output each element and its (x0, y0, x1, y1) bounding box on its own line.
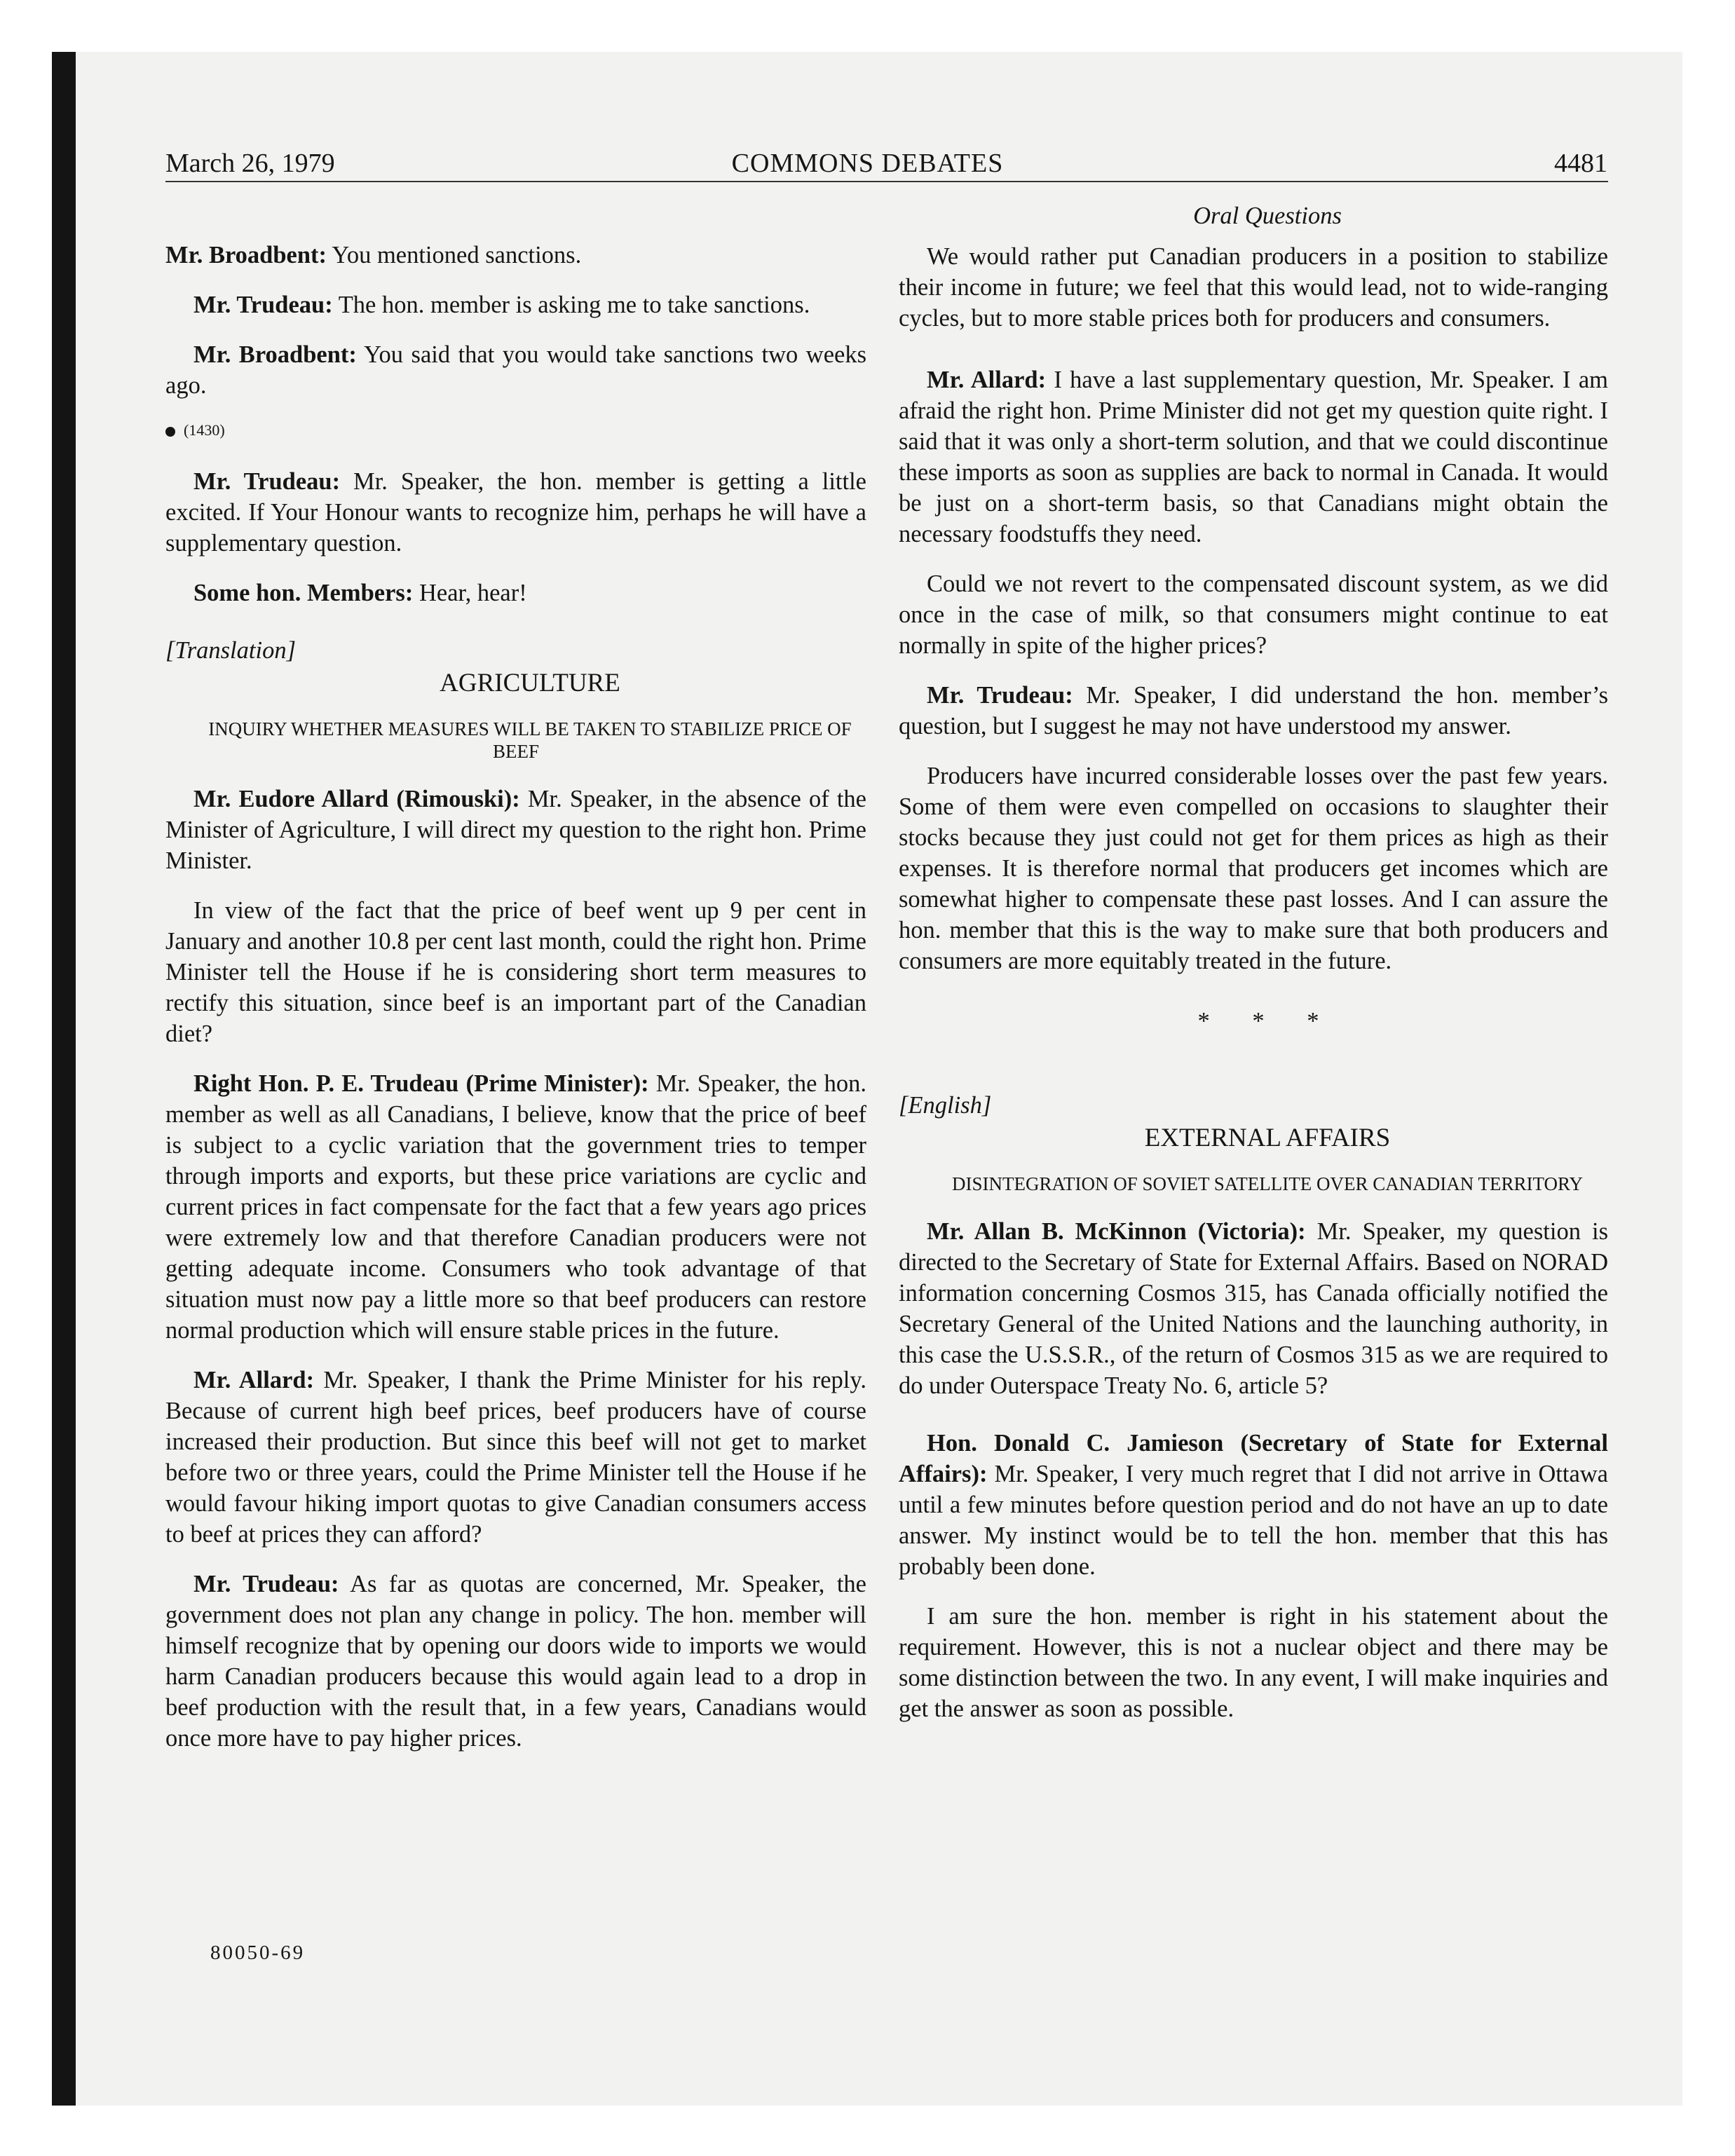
speaker: Mr. Trudeau: (193, 468, 341, 495)
header-rule (165, 181, 1608, 182)
paragraph (899, 364, 1608, 550)
section-separator: * * * (1197, 1008, 1338, 1035)
paragraph (165, 1365, 866, 1550)
speaker: Hon. Donald C. Jamieson (Secretary of State for External Affairs): (899, 1430, 1608, 1487)
speech: I have a last supplementary question, Mr. Speaker. I am afraid the right hon. Prime Minister did not get my question quite right. I said that it was only a short-term solution, and that we could discontinue these imports as soon as supplies are back to normal in Canada. It would be just on a short-term basis, so that Canadians might obtain the necessary foodstuffs they need. (899, 367, 1608, 547)
paragraph (165, 784, 866, 876)
left-column (165, 198, 866, 1773)
speech: You mentioned sanctions. (327, 242, 582, 268)
speech: Mr. Speaker, I very much regret that I did not arrive in Ottawa until a few minutes before question period and do not have an up to date answer. My instinct would be to tell the hon. member that this has probably been done. (899, 1461, 1608, 1580)
speaker: Right Hon. P. E. Trudeau (Prime Minister): (193, 1070, 649, 1097)
time-marker-text: (1430) (184, 421, 225, 439)
speaker: Mr. Eudore Allard (Rimouski): (193, 786, 520, 812)
speaker: Mr. Trudeau: (927, 682, 1073, 709)
speaker: Some hon. Members: (193, 580, 414, 606)
speech: As far as quotas are concerned, Mr. Speaker, the government does not plan any change in policy. The hon. member will himself recognize that by opening our doors wide to imports we would harm Canadian producers because this would again lead to a drop in beef production with the result that, in a few years, Canadians would once more have to pay higher prices. (165, 1571, 866, 1752)
section-heading: Oral Questions (1193, 203, 1342, 229)
speech: Mr. Speaker, I did understand the hon. member’s question, but I suggest he may not have understood my answer. (899, 682, 1609, 739)
paragraph (165, 1068, 866, 1346)
subject-heading: AGRICULTURE (440, 669, 620, 697)
rubric-heading: DISINTEGRATION OF SOVIET SATELLITE OVER CANADIAN TERRITORY (952, 1173, 1583, 1194)
paragraph (165, 240, 866, 271)
speaker: Mr. Trudeau: (193, 1571, 339, 1597)
speech: You said that you would take sanctions two weeks ago. (165, 341, 866, 399)
header-title: COMMONS DEBATES (731, 149, 1004, 178)
paragraph (899, 680, 1608, 742)
paragraph: In view of the fact that the price of beef went up 9 per cent in January and another 10.8 per cent last month, could the right hon. Prime Minister tell the House if he is considering short term measures to rectify this situation, since beef is an important part of the Canadian diet? (165, 897, 866, 1047)
language-note: [English] (899, 1092, 992, 1119)
paragraph (899, 1216, 1608, 1401)
header-date: March 26, 1979 (165, 149, 335, 178)
speaker: Mr. Broadbent: (165, 242, 327, 268)
speaker: Mr. Allan B. McKinnon (Victoria): (927, 1218, 1306, 1245)
speech: The hon. member is asking me to take sanctions. (332, 292, 810, 318)
speaker: Mr. Allard: (193, 1367, 315, 1393)
speech: Mr. Speaker, in the absence of the Minister of Agriculture, I will direct my question to the right hon. Prime Minister. (165, 786, 866, 874)
paragraph: Could we not revert to the compensated discount system, as we did once in the case of milk, so that consumers might continue to eat normally in spite of the higher prices? (899, 571, 1608, 659)
speaker: Mr. Trudeau: (193, 292, 333, 318)
speech: Mr. Speaker, the hon. member as well as all Canadians, I believe, know that the price of beef is subject to a cyclic variation that the government tries to temper through imports and exports, but these price variations are cyclic and current prices in fact compensate for the fact that a few years ago prices were extremely low and that therefore Canadian producers were not getting adequate income. Consumers who took advantage of that situation must now pay a little more so that beef producers can restore normal production which will ensure stable prices in the future. (165, 1070, 866, 1344)
time-marker (165, 420, 866, 441)
subject-heading: EXTERNAL AFFAIRS (1144, 1124, 1391, 1152)
rubric-heading: INQUIRY WHETHER MEASURES WILL BE TAKEN TO STABILIZE PRICE OF BEEF (208, 718, 852, 762)
paragraph (165, 1569, 866, 1754)
paragraph: I am sure the hon. member is right in his statement about the requirement. However, this is not a nuclear object and there may be some distinction between the two. In any event, I will make inquiries and get the answer as soon as possible. (899, 1603, 1608, 1722)
speech: Mr. Speaker, I thank the Prime Minister for his reply. Because of current high beef prices, beef producers have of course increased their production. But since this beef will not get to market before two or three years, could the Prime Minister tell the House if he would favour hiking import quotas to give Canadian consumers access to beef at prices they can afford? (165, 1367, 866, 1548)
paragraph (165, 289, 866, 320)
bullet-icon (165, 427, 175, 437)
paragraph: Producers have incurred considerable losses over the past few years. Some of them were even compelled on occasions to slaughter their stocks because they just could not get for them prices as high as their expenses. It is therefore normal that producers get incomes which are somewhat higher to compensate these past losses. And I can assure the hon. member that this is the way to make sure that both producers and consumers are more equitably treated in the future. (899, 763, 1608, 974)
right-column (899, 198, 1608, 1743)
speech: Mr. Speaker, my question is directed to the Secretary of State for External Affairs. Based on NORAD information concerning Cosmos 315, has Canada officially notified the Secretary General of the United Nations and the launching authority, in this case the U.S.S.R., of the return of Cosmos 315 as we are required to do under Outerspace Treaty No. 6, article 5? (899, 1218, 1608, 1399)
speech: Hear, hear! (413, 580, 527, 606)
language-note: [Translation] (165, 637, 296, 664)
paragraph (165, 339, 866, 401)
paragraph: We would rather put Canadian producers in a position to stabilize their income in future; we feel that this would lead, not to wide-ranging cycles, but to more stable prices both for producers and consumers. (899, 243, 1608, 332)
paragraph (165, 466, 866, 559)
speaker: Mr. Broadbent: (193, 341, 357, 368)
header-page-number: 4481 (1554, 149, 1607, 178)
scan-edge-shadow (52, 52, 76, 2106)
paragraph (165, 578, 866, 608)
speaker: Mr. Allard: (927, 367, 1047, 393)
speech: Mr. Speaker, the hon. member is getting a little excited. If Your Honour wants to recognize him, perhaps he will have a supplementary question. (165, 468, 866, 557)
paragraph (899, 1428, 1608, 1582)
footer-code: 80050-69 (210, 1942, 306, 1964)
